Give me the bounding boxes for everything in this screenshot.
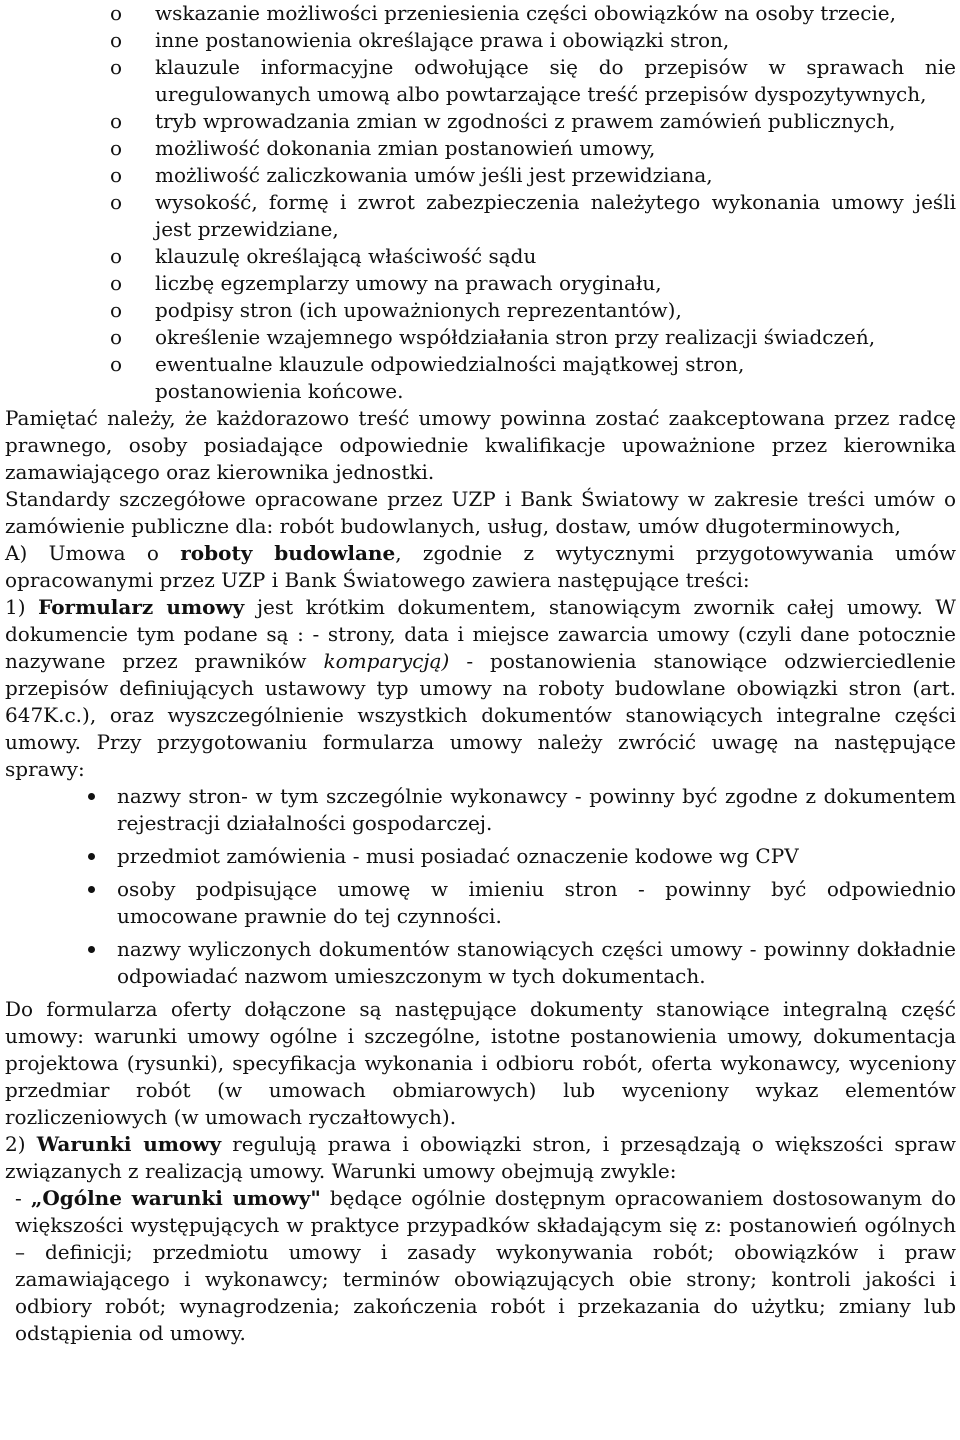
list-item: o wysokość, formę i zwrot zabezpieczenia należytego wykonania umowy jeśli jest przewidziane, [5,189,956,243]
paragraph-attached-documents: Do formularza oferty dołączone są następujące dokumenty stanowiące integralną część umowy: warunki umowy ogólne i szczególne, istotne postanowienia umowy, dokumentacja projektowa (rysunki), specyfikacja wykonania i odbioru robót, oferta wykonawcy, wyceniony przedmiar robót (w umowach obmiarowych) lub wyceniony wykaz elementów rozliczeniowych (w umowach ryczałtowych). [5,997,956,1129]
list-item: o klauzulę określającą właściwość sądu [5,243,956,270]
paragraph-contract-conditions [5,1131,956,1185]
list-item: o określenie wzajemnego współdziałania stron przy realizacji świadczeń, [5,324,956,351]
text-run: - postanowienia stanowiące odzwierciedlenie przepisów definiujących ustawowy typ umowy na roboty budowlane obowiązki stron (art. 647K.c.), oraz wyszczególnienie wszystkich dokumentów stanowiących integralne części umowy. Przy przygotowaniu formularza umowy należy zwrócić uwagę na następujące sprawy: [5,649,956,781]
bold-term: Formularz umowy [38,595,245,619]
text-run: - [15,1186,31,1210]
list-item: o liczbę egzemplarzy umowy na prawach oryginału, [5,270,956,297]
list-item: o podpisy stron (ich upoważnionych reprezentantów), [5,297,956,324]
text-run: A) Umowa o [5,541,181,565]
bold-term: roboty budowlane [180,541,396,565]
text-run: 1) [5,595,39,619]
bullet-item: osoby podpisujące umowę w imieniu stron - powinny być odpowiednio umocowane prawnie do tej czynności. [5,876,956,930]
bullet-item: nazwy stron- w tym szczególnie wykonawcy - powinny być zgodne z dokumentem rejestracji działalności gospodarczej. [5,783,956,837]
paragraph-approval: Pamiętać należy, że każdorazowo treść umowy powinna zostać zaakceptowana przez radcę prawnego, osoby posiadające odpowiednie kwalifikacje upoważnione przez kierownika zamawiającego oraz kierownika jednostki. [5,406,956,484]
bold-term: Warunki umowy [36,1132,222,1156]
paragraph-contract-form [5,594,956,783]
contract-elements-list [5,0,956,378]
bold-term: „Ogólne warunki umowy" [30,1186,321,1210]
bullet-item: nazwy wyliczonych dokumentów stanowiących części umowy - powinny dokładnie odpowiadać nazwom umieszczonym w tych dokumentach. [5,936,956,990]
text-run: 2) [5,1132,37,1156]
paragraph-construction-contract [5,540,956,594]
paragraph-general-conditions [5,1185,956,1347]
list-item: o tryb wprowadzania zmian w zgodności z prawem zamówień publicznych, [5,108,956,135]
text-run: jest krótkim dokumentem, stanowiącym zwornik całej umowy. W dokumencie tym podane są : - strony, data i miejsce zawarcia umowy (czyli dane potocznie nazywane przez prawników [5,595,956,673]
list-item: o ewentualne klauzule odpowiedzialności majątkowej stron, [5,351,956,378]
list-item: o możliwość dokonania zmian postanowień umowy, [5,135,956,162]
paragraph-standards: Standardy szczegółowe opracowane przez UZP i Bank Światowy w zakresie treści umów o zamówienie publiczne dla: robót budowlanych, usług, dostaw, umów długoterminowych, [5,487,956,538]
text-run: , zgodnie z wytycznymi przygotowywania umów opracowanymi przez UZP i Bank Światowego zawiera następujące treści: [5,541,956,592]
text-run: będące ogólnie dostępnym opracowaniem dostosowanym do większości występujących w praktyce przypadków składającym się z: postanowień ogólnych – definicji; przedmiotu umowy i zasady wykonywania robót; obowiązków i praw zamawiającego i wykonawcy; terminów obowiązujących obie strony; kontroli jakości i odbiory robót; wynagrodzenia; zakończenia robót i przekazania do użytku; zmiany lub odstąpienia od umowy. [15,1186,956,1345]
form-issues-list [5,783,956,990]
list-item: o możliwość zaliczkowania umów jeśli jest przewidziana, [5,162,956,189]
italic-term: komparycją) [323,649,450,673]
list-item: o wskazanie możliwości przeniesienia części obowiązków na osoby trzecie, [5,0,956,27]
bullet-item: przedmiot zamówienia - musi posiadać oznaczenie kodowe wg CPV [5,843,956,870]
text-run: regulują prawa i obowiązki stron, i przesądzają o większości spraw związanych z realizacją umowy. Warunki umowy obejmują zwykle: [5,1132,956,1183]
list-item: o klauzule informacyjne odwołujące się do przepisów w sprawach nie uregulowanych umową albo powtarzające treść przepisów dyspozytywnych, [5,54,956,108]
list-tail: postanowienia końcowe. [155,379,404,403]
list-item: o inne postanowienia określające prawa i obowiązki stron, [5,27,956,54]
